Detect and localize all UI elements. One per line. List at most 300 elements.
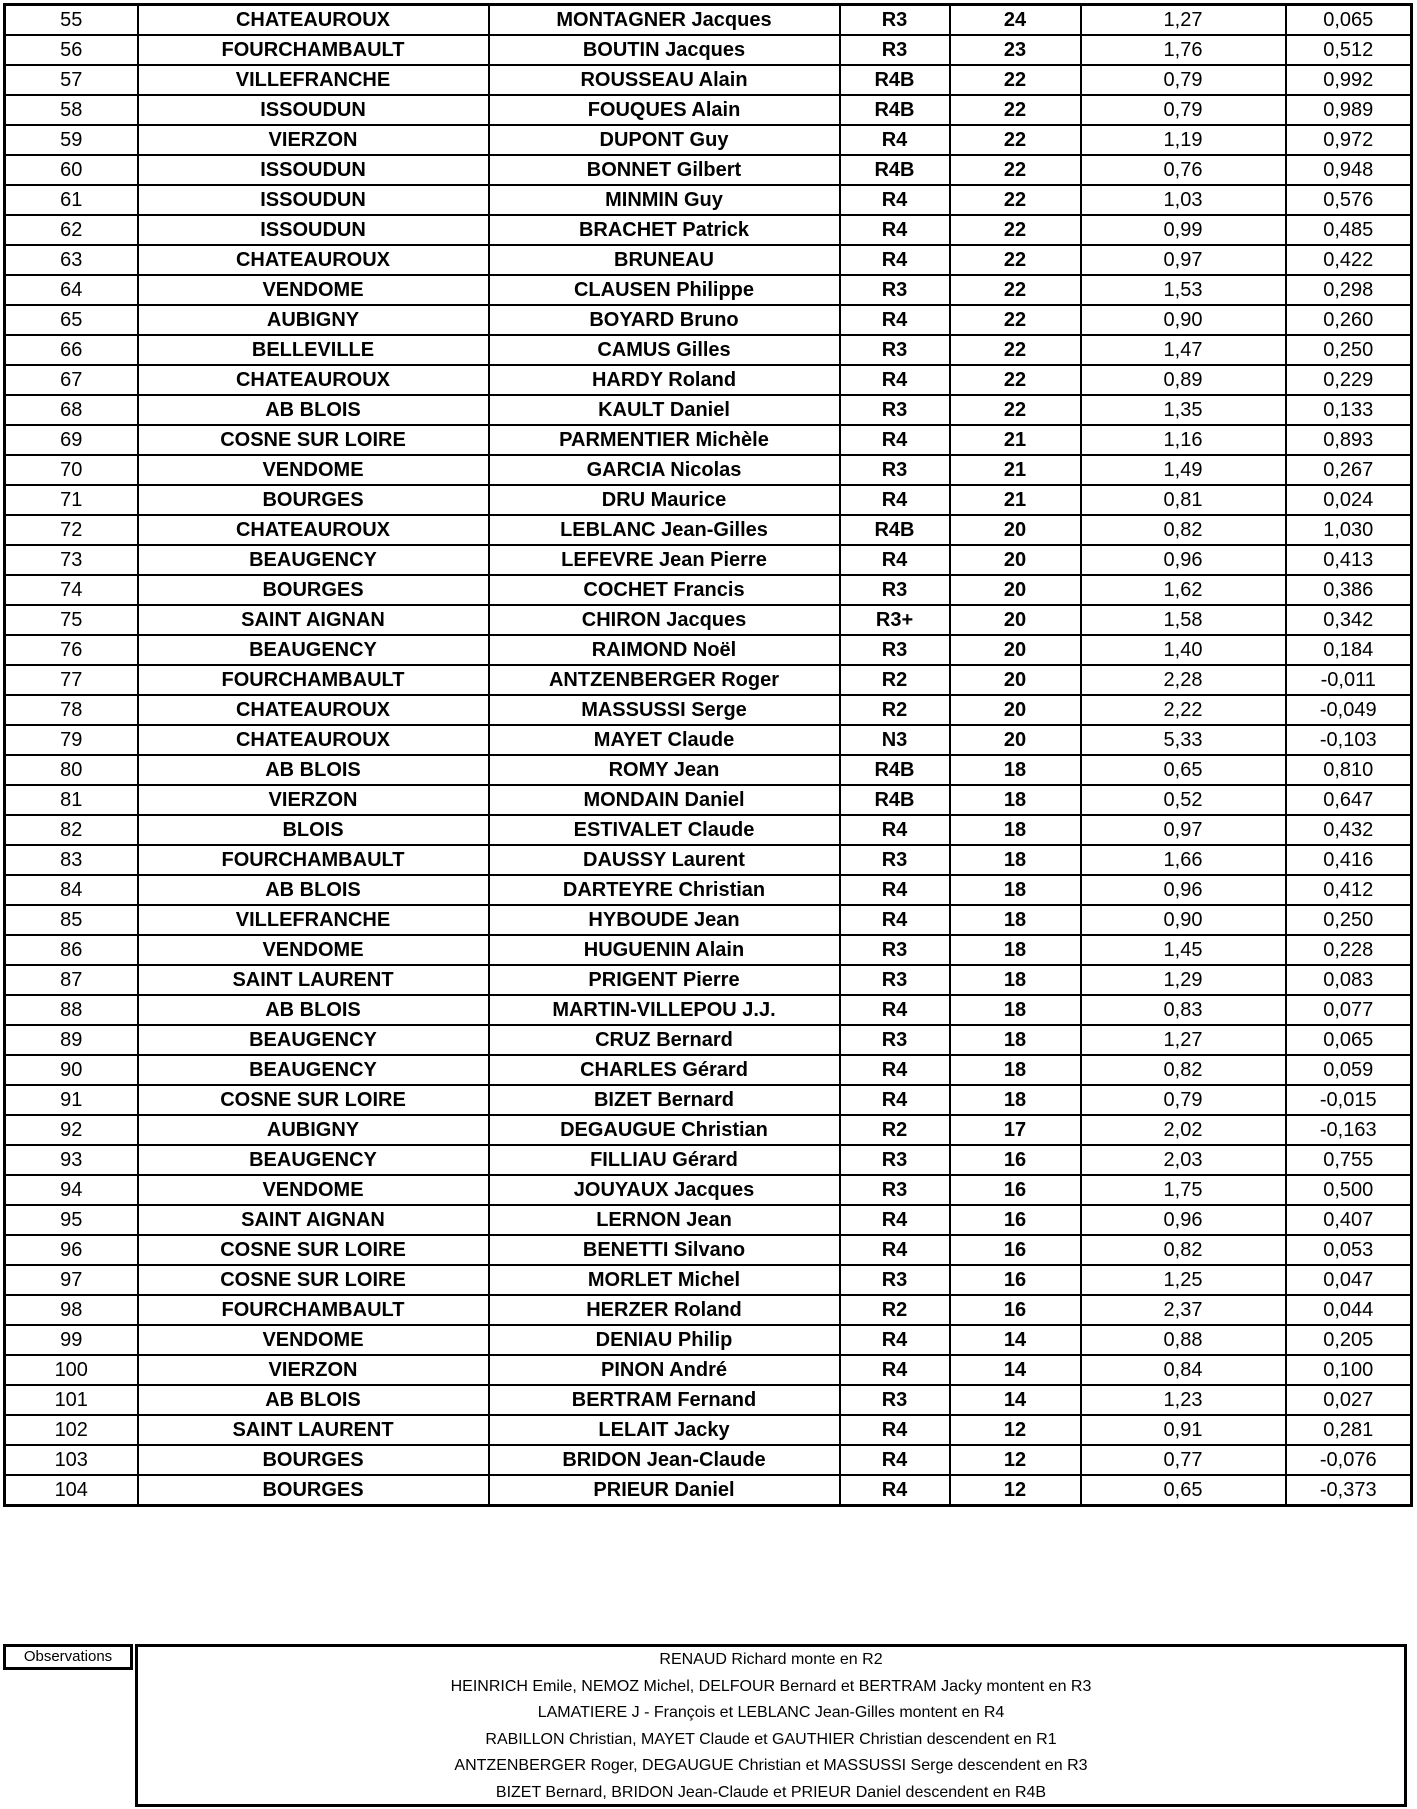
player-name-cell: HARDY Roland — [489, 365, 840, 395]
category-cell: R3 — [840, 1265, 950, 1295]
player-name-cell: DENIAU Philip — [489, 1325, 840, 1355]
progression-cell: 0,267 — [1286, 455, 1412, 485]
rank-cell: 78 — [5, 695, 138, 725]
player-name-cell: CHIRON Jacques — [489, 605, 840, 635]
club-cell: FOURCHAMBAULT — [138, 845, 489, 875]
rank-cell: 90 — [5, 1055, 138, 1085]
rank-cell: 63 — [5, 245, 138, 275]
player-name-cell: JOUYAUX Jacques — [489, 1175, 840, 1205]
progression-cell: 0,412 — [1286, 875, 1412, 905]
category-cell: R4B — [840, 65, 950, 95]
table-row — [5, 1175, 1412, 1205]
coefficient-cell: 2,37 — [1081, 1295, 1286, 1325]
category-cell: R4 — [840, 995, 950, 1025]
category-cell: R4 — [840, 545, 950, 575]
coefficient-cell: 1,66 — [1081, 845, 1286, 875]
progression-cell: 0,413 — [1286, 545, 1412, 575]
table-row — [5, 785, 1412, 815]
rank-cell: 68 — [5, 395, 138, 425]
player-name-cell: CRUZ Bernard — [489, 1025, 840, 1055]
category-cell: R3+ — [840, 605, 950, 635]
coefficient-cell: 0,76 — [1081, 155, 1286, 185]
coefficient-cell: 0,96 — [1081, 875, 1286, 905]
coefficient-cell: 1,40 — [1081, 635, 1286, 665]
table-row — [5, 1085, 1412, 1115]
table-row — [5, 545, 1412, 575]
progression-cell: 0,077 — [1286, 995, 1412, 1025]
player-name-cell: DUPONT Guy — [489, 125, 840, 155]
progression-cell: 0,250 — [1286, 905, 1412, 935]
coefficient-cell: 1,35 — [1081, 395, 1286, 425]
table-row — [5, 485, 1412, 515]
club-cell: BOURGES — [138, 575, 489, 605]
points-cell: 18 — [950, 1085, 1081, 1115]
player-name-cell: LERNON Jean — [489, 1205, 840, 1235]
progression-cell: 0,083 — [1286, 965, 1412, 995]
points-cell: 16 — [950, 1175, 1081, 1205]
points-cell: 22 — [950, 95, 1081, 125]
club-cell: FOURCHAMBAULT — [138, 665, 489, 695]
points-cell: 16 — [950, 1145, 1081, 1175]
table-row — [5, 1415, 1412, 1445]
club-cell: AB BLOIS — [138, 755, 489, 785]
table-row — [5, 1025, 1412, 1055]
table-row — [5, 125, 1412, 155]
coefficient-cell: 1,45 — [1081, 935, 1286, 965]
player-name-cell: CHARLES Gérard — [489, 1055, 840, 1085]
table-row — [5, 185, 1412, 215]
coefficient-cell: 0,96 — [1081, 1205, 1286, 1235]
category-cell: R2 — [840, 665, 950, 695]
points-cell: 14 — [950, 1325, 1081, 1355]
coefficient-cell: 1,29 — [1081, 965, 1286, 995]
category-cell: R3 — [840, 5, 950, 36]
category-cell: R2 — [840, 1115, 950, 1145]
club-cell: COSNE SUR LOIRE — [138, 1085, 489, 1115]
category-cell: R3 — [840, 1025, 950, 1055]
player-name-cell: BOYARD Bruno — [489, 305, 840, 335]
points-cell: 22 — [950, 125, 1081, 155]
coefficient-cell: 0,90 — [1081, 905, 1286, 935]
observation-line: LAMATIERE J - François et LEBLANC Jean-Gilles montent en R4 — [537, 1704, 1005, 1721]
table-row — [5, 605, 1412, 635]
table-row — [5, 65, 1412, 95]
progression-cell: 0,044 — [1286, 1295, 1412, 1325]
points-cell: 18 — [950, 815, 1081, 845]
player-name-cell: BRACHET Patrick — [489, 215, 840, 245]
table-row — [5, 455, 1412, 485]
coefficient-cell: 2,22 — [1081, 695, 1286, 725]
points-cell: 16 — [950, 1235, 1081, 1265]
category-cell: R4 — [840, 125, 950, 155]
player-name-cell: DEGAUGUE Christian — [489, 1115, 840, 1145]
category-cell: R4 — [840, 905, 950, 935]
points-cell: 18 — [950, 905, 1081, 935]
progression-cell: 0,972 — [1286, 125, 1412, 155]
progression-cell: 0,205 — [1286, 1325, 1412, 1355]
rank-cell: 65 — [5, 305, 138, 335]
club-cell: VENDOME — [138, 1325, 489, 1355]
player-name-cell: GARCIA Nicolas — [489, 455, 840, 485]
table-row — [5, 95, 1412, 125]
club-cell: ISSOUDUN — [138, 95, 489, 125]
table-row — [5, 275, 1412, 305]
club-cell: CHATEAUROUX — [138, 5, 489, 36]
points-cell: 20 — [950, 635, 1081, 665]
coefficient-cell: 0,65 — [1081, 1475, 1286, 1506]
points-cell: 23 — [950, 35, 1081, 65]
category-cell: R3 — [840, 395, 950, 425]
points-cell: 22 — [950, 155, 1081, 185]
points-cell: 17 — [950, 1115, 1081, 1145]
club-cell: FOURCHAMBAULT — [138, 35, 489, 65]
rank-cell: 62 — [5, 215, 138, 245]
points-cell: 14 — [950, 1355, 1081, 1385]
club-cell: COSNE SUR LOIRE — [138, 425, 489, 455]
player-name-cell: LELAIT Jacky — [489, 1415, 840, 1445]
player-name-cell: CLAUSEN Philippe — [489, 275, 840, 305]
rank-cell: 87 — [5, 965, 138, 995]
rank-cell: 66 — [5, 335, 138, 365]
player-name-cell: BRIDON Jean-Claude — [489, 1445, 840, 1475]
club-cell: VENDOME — [138, 1175, 489, 1205]
points-cell: 22 — [950, 335, 1081, 365]
player-name-cell: BIZET Bernard — [489, 1085, 840, 1115]
table-row — [5, 1235, 1412, 1265]
progression-cell: 0,512 — [1286, 35, 1412, 65]
progression-cell: 0,250 — [1286, 335, 1412, 365]
coefficient-cell: 1,76 — [1081, 35, 1286, 65]
points-cell: 22 — [950, 185, 1081, 215]
player-name-cell: MARTIN-VILLEPOU J.J. — [489, 995, 840, 1025]
club-cell: AUBIGNY — [138, 1115, 489, 1145]
observations-box — [135, 1644, 1407, 1807]
category-cell: R4B — [840, 515, 950, 545]
progression-cell: 0,948 — [1286, 155, 1412, 185]
points-cell: 18 — [950, 845, 1081, 875]
player-name-cell: BOUTIN Jacques — [489, 35, 840, 65]
player-name-cell: MONTAGNER Jacques — [489, 5, 840, 36]
club-cell: BOURGES — [138, 1475, 489, 1506]
player-name-cell: MASSUSSI Serge — [489, 695, 840, 725]
rank-cell: 81 — [5, 785, 138, 815]
coefficient-cell: 0,79 — [1081, 65, 1286, 95]
progression-cell: 0,992 — [1286, 65, 1412, 95]
club-cell: VENDOME — [138, 275, 489, 305]
club-cell: BEAUGENCY — [138, 1055, 489, 1085]
club-cell: BELLEVILLE — [138, 335, 489, 365]
player-name-cell: HYBOUDE Jean — [489, 905, 840, 935]
rank-cell: 95 — [5, 1205, 138, 1235]
coefficient-cell: 0,83 — [1081, 995, 1286, 1025]
club-cell: SAINT LAURENT — [138, 1415, 489, 1445]
rank-cell: 85 — [5, 905, 138, 935]
coefficient-cell: 1,03 — [1081, 185, 1286, 215]
table-row — [5, 965, 1412, 995]
points-cell: 18 — [950, 995, 1081, 1025]
rank-cell: 104 — [5, 1475, 138, 1506]
rank-cell: 67 — [5, 365, 138, 395]
table-row — [5, 5, 1412, 36]
points-cell: 24 — [950, 5, 1081, 36]
points-cell: 18 — [950, 1025, 1081, 1055]
points-cell: 22 — [950, 215, 1081, 245]
player-name-cell: MONDAIN Daniel — [489, 785, 840, 815]
rank-cell: 103 — [5, 1445, 138, 1475]
progression-cell: 0,422 — [1286, 245, 1412, 275]
category-cell: R4 — [840, 245, 950, 275]
category-cell: R4 — [840, 1085, 950, 1115]
points-cell: 20 — [950, 725, 1081, 755]
observation-line: BIZET Bernard, BRIDON Jean-Claude et PRIEUR Daniel descendent en R4B — [495, 1783, 1047, 1801]
table-row — [5, 1385, 1412, 1415]
category-cell: R3 — [840, 935, 950, 965]
category-cell: R4B — [840, 95, 950, 125]
club-cell: BOURGES — [138, 485, 489, 515]
coefficient-cell: 1,47 — [1081, 335, 1286, 365]
points-cell: 20 — [950, 575, 1081, 605]
player-name-cell: BRUNEAU — [489, 245, 840, 275]
points-cell: 18 — [950, 875, 1081, 905]
table-row — [5, 635, 1412, 665]
progression-cell: 0,229 — [1286, 365, 1412, 395]
category-cell: R4 — [840, 1205, 950, 1235]
table-row — [5, 425, 1412, 455]
category-cell: R4 — [840, 875, 950, 905]
club-cell: VIERZON — [138, 125, 489, 155]
progression-cell: 0,416 — [1286, 845, 1412, 875]
coefficient-cell: 0,79 — [1081, 1085, 1286, 1115]
rank-cell: 71 — [5, 485, 138, 515]
rank-cell: 99 — [5, 1325, 138, 1355]
category-cell: R4 — [840, 365, 950, 395]
progression-cell: 0,647 — [1286, 785, 1412, 815]
club-cell: AUBIGNY — [138, 305, 489, 335]
progression-cell: 0,485 — [1286, 215, 1412, 245]
club-cell: BEAUGENCY — [138, 1025, 489, 1055]
table-row — [5, 905, 1412, 935]
category-cell: R3 — [840, 455, 950, 485]
points-cell: 20 — [950, 605, 1081, 635]
rank-cell: 70 — [5, 455, 138, 485]
table-row — [5, 695, 1412, 725]
progression-cell: 0,989 — [1286, 95, 1412, 125]
category-cell: R3 — [840, 35, 950, 65]
club-cell: COSNE SUR LOIRE — [138, 1265, 489, 1295]
progression-cell: 0,059 — [1286, 1055, 1412, 1085]
player-name-cell: RAIMOND Noël — [489, 635, 840, 665]
rank-cell: 72 — [5, 515, 138, 545]
player-name-cell: HERZER Roland — [489, 1295, 840, 1325]
table-row — [5, 935, 1412, 965]
club-cell: VILLEFRANCHE — [138, 905, 489, 935]
points-cell: 20 — [950, 515, 1081, 545]
club-cell: VENDOME — [138, 935, 489, 965]
points-cell: 12 — [950, 1415, 1081, 1445]
progression-cell: 0,500 — [1286, 1175, 1412, 1205]
progression-cell: 0,047 — [1286, 1265, 1412, 1295]
player-name-cell: ROUSSEAU Alain — [489, 65, 840, 95]
observation-line: ANTZENBERGER Roger, DEGAUGUE Christian et MASSUSSI Serge descendent en R3 — [454, 1757, 1088, 1774]
progression-cell: 0,386 — [1286, 575, 1412, 605]
table-row — [5, 1355, 1412, 1385]
coefficient-cell: 0,81 — [1081, 485, 1286, 515]
coefficient-cell: 1,25 — [1081, 1265, 1286, 1295]
points-cell: 22 — [950, 305, 1081, 335]
rank-cell: 89 — [5, 1025, 138, 1055]
table-row — [5, 845, 1412, 875]
coefficient-cell: 0,82 — [1081, 1055, 1286, 1085]
coefficient-cell: 0,84 — [1081, 1355, 1286, 1385]
rank-cell: 100 — [5, 1355, 138, 1385]
progression-cell: 0,893 — [1286, 425, 1412, 455]
coefficient-cell: 5,33 — [1081, 725, 1286, 755]
coefficient-cell: 2,02 — [1081, 1115, 1286, 1145]
club-cell: CHATEAUROUX — [138, 695, 489, 725]
club-cell: BLOIS — [138, 815, 489, 845]
category-cell: R4 — [840, 1325, 950, 1355]
club-cell: BEAUGENCY — [138, 545, 489, 575]
club-cell: BEAUGENCY — [138, 635, 489, 665]
player-name-cell: KAULT Daniel — [489, 395, 840, 425]
coefficient-cell: 1,16 — [1081, 425, 1286, 455]
category-cell: R2 — [840, 695, 950, 725]
progression-cell: 0,298 — [1286, 275, 1412, 305]
table-row — [5, 755, 1412, 785]
rank-cell: 91 — [5, 1085, 138, 1115]
points-cell: 21 — [950, 455, 1081, 485]
coefficient-cell: 2,28 — [1081, 665, 1286, 695]
player-name-cell: LEBLANC Jean-Gilles — [489, 515, 840, 545]
coefficient-cell: 1,62 — [1081, 575, 1286, 605]
club-cell: VIERZON — [138, 785, 489, 815]
club-cell: CHATEAUROUX — [138, 515, 489, 545]
points-cell: 12 — [950, 1445, 1081, 1475]
progression-cell: 0,576 — [1286, 185, 1412, 215]
coefficient-cell: 1,23 — [1081, 1385, 1286, 1415]
player-name-cell: ESTIVALET Claude — [489, 815, 840, 845]
table-row — [5, 155, 1412, 185]
rank-cell: 98 — [5, 1295, 138, 1325]
coefficient-cell: 1,53 — [1081, 275, 1286, 305]
table-row — [5, 215, 1412, 245]
progression-cell: 0,024 — [1286, 485, 1412, 515]
progression-cell: 0,027 — [1286, 1385, 1412, 1415]
progression-cell: 0,228 — [1286, 935, 1412, 965]
table-row — [5, 815, 1412, 845]
points-cell: 18 — [950, 935, 1081, 965]
observations-label: Observations — [3, 1644, 133, 1670]
category-cell: R4 — [840, 1055, 950, 1085]
progression-cell: 0,184 — [1286, 635, 1412, 665]
table-row — [5, 1325, 1412, 1355]
rank-cell: 73 — [5, 545, 138, 575]
club-cell: AB BLOIS — [138, 395, 489, 425]
points-cell: 18 — [950, 755, 1081, 785]
table-row — [5, 725, 1412, 755]
coefficient-cell: 1,58 — [1081, 605, 1286, 635]
club-cell: FOURCHAMBAULT — [138, 1295, 489, 1325]
player-name-cell: DRU Maurice — [489, 485, 840, 515]
rank-cell: 102 — [5, 1415, 138, 1445]
progression-cell: -0,011 — [1286, 665, 1412, 695]
progression-cell: -0,103 — [1286, 725, 1412, 755]
coefficient-cell: 1,27 — [1081, 1025, 1286, 1055]
progression-cell: 0,342 — [1286, 605, 1412, 635]
player-name-cell: ROMY Jean — [489, 755, 840, 785]
club-cell: COSNE SUR LOIRE — [138, 1235, 489, 1265]
points-cell: 22 — [950, 395, 1081, 425]
category-cell: R4 — [840, 1235, 950, 1265]
club-cell: BOURGES — [138, 1445, 489, 1475]
club-cell: CHATEAUROUX — [138, 725, 489, 755]
rank-cell: 56 — [5, 35, 138, 65]
points-cell: 16 — [950, 1295, 1081, 1325]
rank-cell: 69 — [5, 425, 138, 455]
category-cell: R3 — [840, 635, 950, 665]
rank-cell: 74 — [5, 575, 138, 605]
progression-cell: -0,076 — [1286, 1445, 1412, 1475]
player-name-cell: PRIGENT Pierre — [489, 965, 840, 995]
category-cell: R3 — [840, 1175, 950, 1205]
player-name-cell: PRIEUR Daniel — [489, 1475, 840, 1506]
points-cell: 22 — [950, 275, 1081, 305]
rank-cell: 94 — [5, 1175, 138, 1205]
points-cell: 22 — [950, 245, 1081, 275]
points-cell: 16 — [950, 1265, 1081, 1295]
points-cell: 22 — [950, 365, 1081, 395]
club-cell: CHATEAUROUX — [138, 365, 489, 395]
player-name-cell: BERTRAM Fernand — [489, 1385, 840, 1415]
club-cell: BEAUGENCY — [138, 1145, 489, 1175]
coefficient-cell: 0,77 — [1081, 1445, 1286, 1475]
rank-cell: 76 — [5, 635, 138, 665]
coefficient-cell: 0,97 — [1081, 815, 1286, 845]
club-cell: AB BLOIS — [138, 875, 489, 905]
coefficient-cell: 1,49 — [1081, 455, 1286, 485]
coefficient-cell: 0,65 — [1081, 755, 1286, 785]
player-name-cell: BENETTI Silvano — [489, 1235, 840, 1265]
rank-cell: 61 — [5, 185, 138, 215]
progression-cell: 1,030 — [1286, 515, 1412, 545]
table-row — [5, 395, 1412, 425]
club-cell: AB BLOIS — [138, 1385, 489, 1415]
coefficient-cell: 2,03 — [1081, 1145, 1286, 1175]
category-cell: R3 — [840, 1385, 950, 1415]
player-name-cell: BONNET Gilbert — [489, 155, 840, 185]
club-cell: VENDOME — [138, 455, 489, 485]
club-cell: ISSOUDUN — [138, 155, 489, 185]
rank-cell: 79 — [5, 725, 138, 755]
points-cell: 20 — [950, 665, 1081, 695]
category-cell: R4B — [840, 785, 950, 815]
player-name-cell: FILLIAU Gérard — [489, 1145, 840, 1175]
category-cell: R3 — [840, 575, 950, 605]
player-name-cell: HUGUENIN Alain — [489, 935, 840, 965]
points-cell: 12 — [950, 1475, 1081, 1506]
category-cell: R3 — [840, 965, 950, 995]
player-name-cell: FOUQUES Alain — [489, 95, 840, 125]
player-name-cell: MORLET Michel — [489, 1265, 840, 1295]
results-rows — [5, 5, 1412, 1506]
table-row — [5, 1115, 1412, 1145]
category-cell: R4B — [840, 155, 950, 185]
table-row — [5, 305, 1412, 335]
points-cell: 20 — [950, 545, 1081, 575]
table-row — [5, 1145, 1412, 1175]
coefficient-cell: 1,27 — [1081, 5, 1286, 36]
club-cell: CHATEAUROUX — [138, 245, 489, 275]
